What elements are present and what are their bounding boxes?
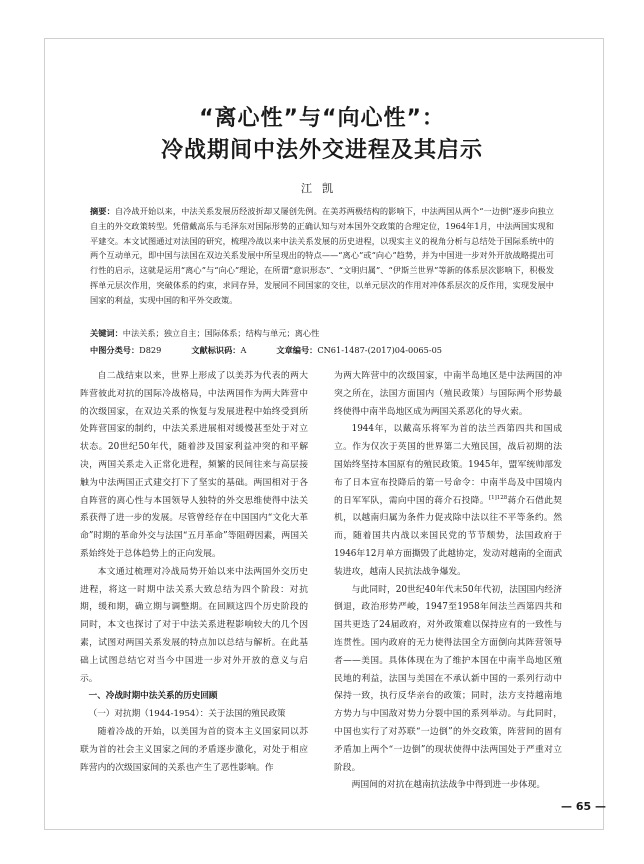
- keywords: [90, 326, 554, 340]
- paragraph-text: 1944年，以戴高乐将军为首的法兰西第四共和国成立。作为仅次于英国的世界第二大殖民国，战后初期的法国始终坚持本国原有的殖民政策。1945年，盟军统帅部发布了日本宣布投降后的第一号命令：中南半岛及中国境内的日军军队，需向中国的蒋介石投降。: [334, 424, 562, 506]
- paragraph: 随着冷战的开始，以美国为首的资本主义国家同以苏联为首的社会主义国家之间的矛盾逐步激化，对处于相应阵营内的次级国家间的关系也产生了恶性影响。作: [80, 726, 308, 773]
- author-name: 江凯: [301, 182, 343, 195]
- subsection-heading: （一）对抗期（1944-1954）：关于法国的殖民政策: [88, 709, 286, 720]
- body-column-left: [80, 368, 308, 777]
- art-label: 文章编号：: [276, 345, 318, 355]
- classification-line: [90, 343, 554, 357]
- article-title-line1: “离心性”与“向心性”：: [199, 106, 445, 131]
- paragraph: 为两大阵营中的次级国家，中南半岛地区是中法两国的冲突之所在，法国方面国内（殖民政策）与国际两个形势最终使得中南半岛地区成为两国关系恶化的导火索。: [334, 371, 562, 417]
- paragraph-text: 蒋介石借此契机，以越南归属为条件力促戎除中法以往不平等条约。然而，随着国共内战以来国民党的节节颓势，法国政府于1946年12月单方面撕毁了此越协定，发动对越南的全面武装进攻，越南人民抗法战争爆发。: [334, 495, 562, 577]
- abstract: [90, 204, 554, 308]
- keywords-label: 关键词：: [90, 328, 123, 338]
- document-code: [191, 343, 246, 357]
- art-value: CN61-1487-(2017)04-0065-05: [317, 345, 443, 355]
- article-number: [276, 343, 442, 357]
- clc-label: 中图分类号：: [90, 345, 140, 355]
- paragraph: 本文通过梳理对冷战局势开始以来中法两国外交历史进程，将这一时期中法关系大致总结为四个阶段：对抗期，缓和期，确立期与调整期。在回顾这四个历史阶段的同时，本文也探讨了对于中法关系进程影响较大的几个因素，试图对两国关系发展的特点加以总结与解析。在此基础上试图总结它对当今中国进一步对外开放的意义与启示。: [80, 566, 308, 684]
- page-number: — 65 —: [561, 800, 606, 813]
- section-heading: 一、冷战时期中法关系的历史回顾: [88, 691, 218, 702]
- abstract-text: 自冷战开始以来，中法关系发展历经波折却又屡创先例。在美苏两极结构的影响下，中法两国从两个“一边倒”逐步向独立自主的外交政策转型。凭借戴高乐与毛泽东对国际形势的正确认知与对本国外交政策的合理定位，1964年1月，中法两国实现和平建交。本文试图通过对法国的研究，梳理冷战以来中法关系发展的历史进程，以现实主义的视角分析与总结处于国际系统中的两个互动单元，即中国与法国在双边关系发展中所呈现出的特点——“离心”或“向心”趋势，并为中国进一步对外开放战略提出可行性的启示，这就是运用“离心”与“向心”理论，在所谓“意识形态”、“文明归属”、“伊斯兰世界”等新的体系层次影响下，积极发挥单元层次作用，突破体系的约束，求同存异，发展同不同国家的交往，以单元层次的作用对冲体系层次的反作用，实现发展中国家的利益，实现中国的和平外交政策。: [90, 206, 554, 305]
- doc-value: A: [240, 345, 247, 355]
- doc-label: 文献标识码：: [191, 345, 241, 355]
- citation-ref[interactable]: [1]128: [488, 494, 508, 501]
- body-column-right: [334, 368, 562, 795]
- abstract-label: 摘要：: [90, 206, 115, 216]
- clc-value: D829: [139, 345, 162, 355]
- clc-number: [90, 343, 161, 357]
- paragraph: 两国间的对抗在越南抗法战争中得到进一步体现。: [351, 780, 546, 791]
- paragraph: 自二战结束以来，世界上形成了以美苏为代表的两大阵营彼此对抗的国际冷战格局，中法两国作为两大阵营中的次级国家，在双边关系的恢复与发展进程中始终受到所处阵营国家的制约，中法关系进展相对缓慢甚至处于对立状态。20世纪50年代，随着涉及国家利益冲突的和平解决，两国关系走入正常化进程，频繁的民间往来与高层接触为中法两国正式建交打下了坚实的基础。两国相对于各自阵营的离心性与本国领导人独特的外交思维使得中法关系获得了进一步的发展。尽管曾经存在中国国内“文化大革命”时期的革命外交与法国“五月革命”等阻碍因素，两国关系始终处于总体趋势上的正向发展。: [80, 371, 308, 559]
- paragraph: [334, 421, 562, 581]
- keywords-text: 中法关系；独立自主；国际体系；结构与单元；离心性: [122, 328, 320, 338]
- article-title-line2: 冷战期间中法外交进程及其启示: [160, 138, 483, 163]
- paragraph: 与此同时，20世纪40年代末50年代初，法国国内经济倒退，政治形势严峻，1947至1958年间法兰西第四共和国共更迭了24届政府，对外政策难以保持应有的一致性与连贯性。国内政府的无力使得法国全方面倒向其阵营领导者——美国。具体体现在为了维护本国在中南半岛地区殖民地的利益，法国与美国在不承认新中国的一系列行动中保持一致，执行反华亲台的政策；同时，法方支持越南地方势力与中国敌对势力分裂中国的系列举动。与此同时，中国也实行了对苏联“一边倒”的外交政策，阵营间的固有矛盾加上两个“一边倒”的现状使得中法两国处于严重对立阶段。: [334, 584, 562, 773]
